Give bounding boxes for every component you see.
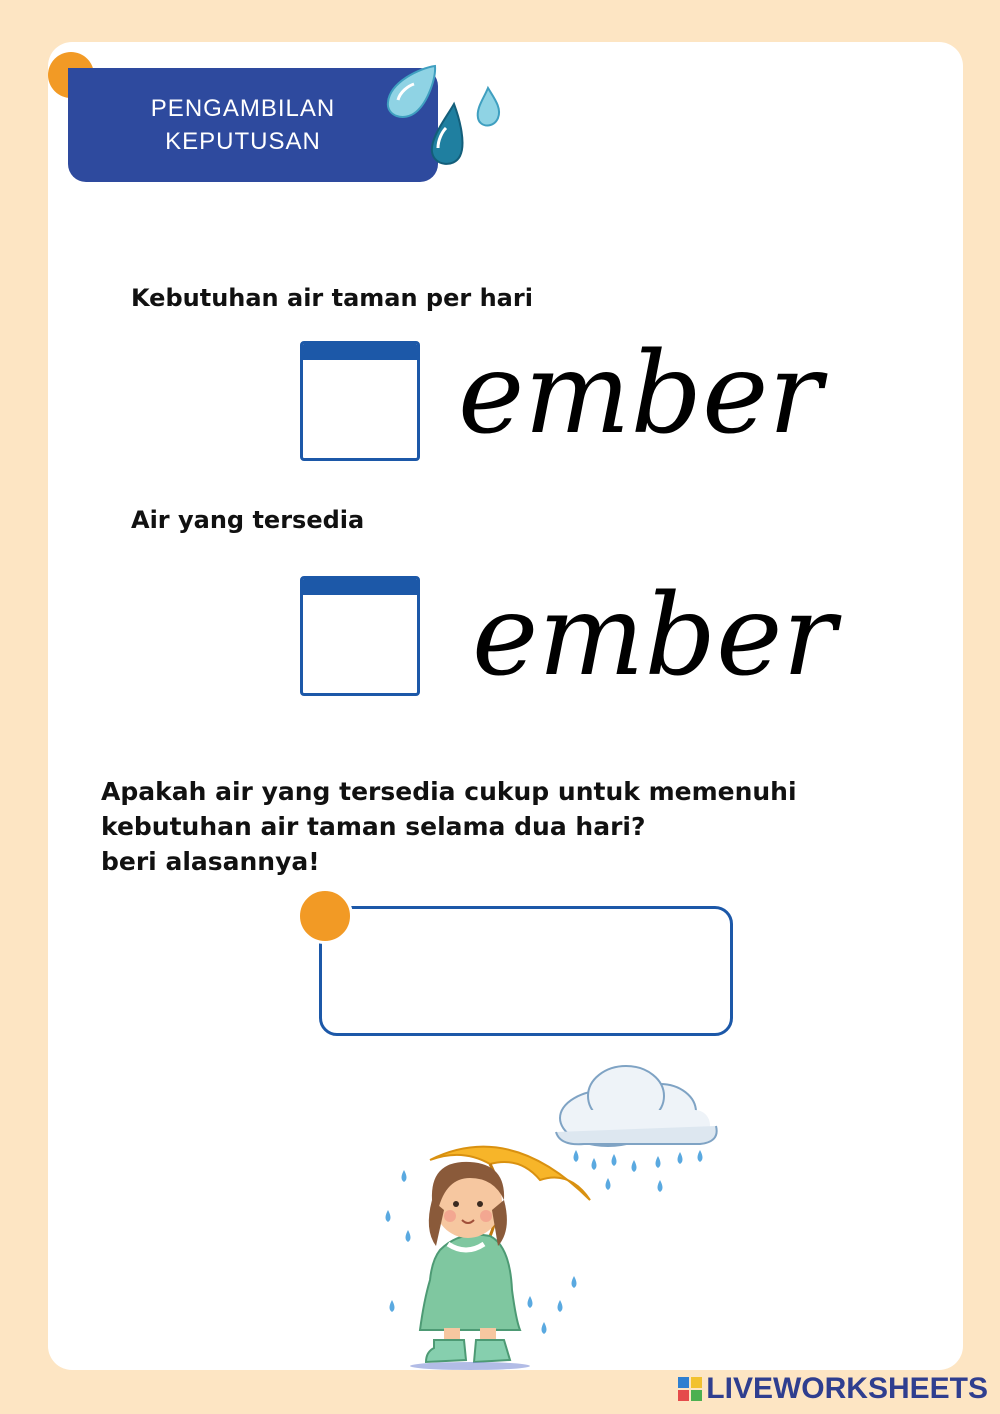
reasoning-question <box>101 774 821 879</box>
answer-input-1[interactable] <box>300 341 420 461</box>
question-line-2: kebutuhan air taman selama dua hari? <box>101 812 646 841</box>
question-line-3: beri alasannya! <box>101 847 320 876</box>
water-drops-icon <box>380 60 510 180</box>
girl-with-umbrella-in-rain-icon <box>370 1060 730 1370</box>
question-1-label: Kebutuhan air taman per hari <box>131 284 533 312</box>
reason-answer-input[interactable] <box>319 906 733 1036</box>
question-2-label: Air yang tersedia <box>131 506 365 534</box>
answer-input-2[interactable] <box>300 576 420 696</box>
brand-name: LIVEWORKSHEETS <box>706 1372 988 1405</box>
title-line-2: KEPUTUSAN <box>165 128 321 155</box>
question-line-1: Apakah air yang tersedia cukup untuk memenuhi <box>101 777 797 806</box>
reason-orange-dot <box>297 888 353 944</box>
title-line-1: PENGAMBILAN <box>150 95 336 122</box>
liveworksheets-logo-icon <box>678 1377 702 1401</box>
answer-box-topbar <box>303 579 417 595</box>
liveworksheets-branding[interactable] <box>678 1372 988 1406</box>
unit-label-2: ember <box>472 571 836 701</box>
answer-box-topbar <box>303 344 417 360</box>
unit-label-1: ember <box>458 329 822 459</box>
